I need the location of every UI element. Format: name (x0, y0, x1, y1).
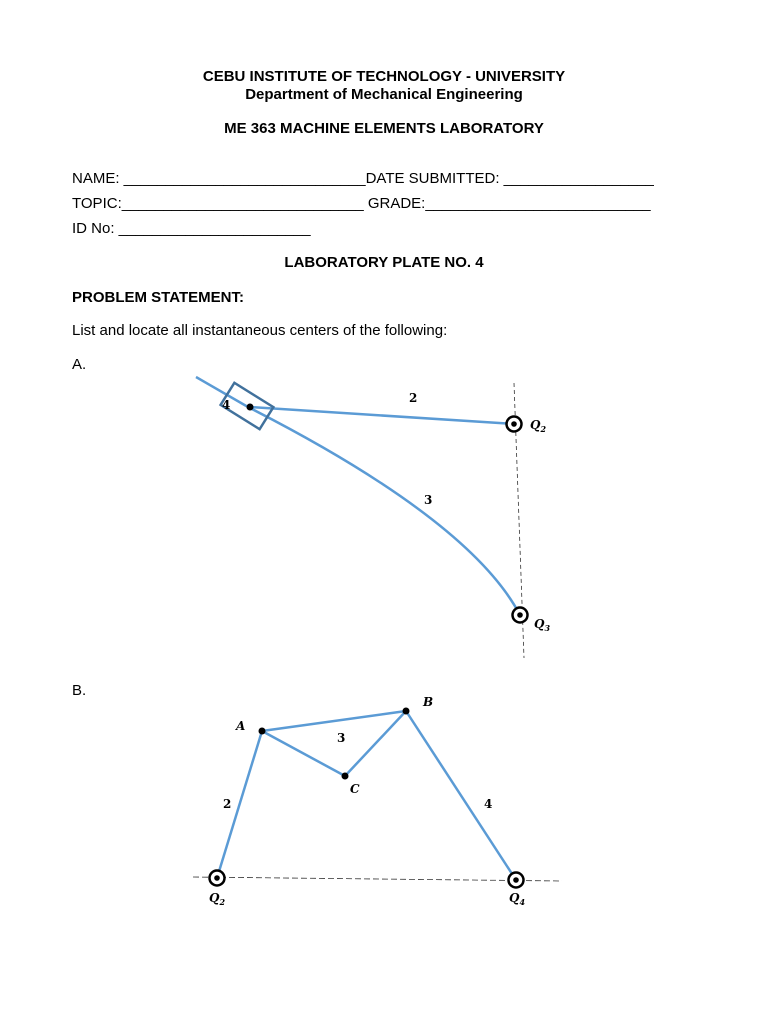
figure-b-point-c-label: C (350, 782, 360, 796)
figure-b-label: B. (72, 682, 87, 699)
figure-b-point-b-label: B (423, 695, 434, 709)
figure-a-link-2 (250, 407, 514, 424)
department-name: Department of Mechanical Engineering (245, 86, 523, 103)
figure-b-mechanism (193, 695, 562, 907)
figure-b-link-3-cb (345, 711, 406, 776)
topic-grade-field-line: TOPIC:_____________________________ GRADE:___________________________ (72, 195, 651, 212)
figure-b-ground-line (193, 877, 562, 881)
figure-b-point-a-label: A (236, 719, 246, 733)
figure-a-q3-label: $Q_3$ (534, 617, 551, 633)
figure-b-link-3-label: 3 (337, 731, 346, 745)
name-date-field-line: NAME: _____________________________DATE SUBMITTED: __________________ (72, 170, 654, 187)
figure-a-link-3-curve (196, 377, 520, 615)
instruction-text: List and locate all instantaneous centers of the following: (72, 322, 448, 339)
institution-name: CEBU INSTITUTE OF TECHNOLOGY - UNIVERSITY (202, 68, 566, 85)
figure-a-mechanism (196, 377, 550, 658)
figure-b-link-4 (406, 711, 516, 880)
figure-b-joint-b (403, 708, 410, 715)
course-title: ME 363 MACHINE ELEMENTS LABORATORY (224, 120, 544, 137)
figure-b-link-2-label: 2 (223, 797, 232, 811)
figure-a-slider-pin (247, 404, 254, 411)
figure-a-label: A. (72, 356, 87, 373)
figure-b-link-4-label: 4 (484, 797, 493, 811)
figure-b-q2-label: $Q_2$ (209, 891, 226, 907)
figure-b-link-3-ab (262, 711, 406, 731)
figure-a-link-4-label: 4 (222, 398, 231, 412)
figure-a-q2-label: $Q_2$ (530, 418, 547, 434)
figure-b-joint-a (259, 728, 266, 735)
figure-a-link-2-label: 2 (409, 391, 418, 405)
problem-heading: PROBLEM STATEMENT: (72, 289, 244, 306)
figure-b-joint-c (342, 773, 349, 780)
id-field-line: ID No: _______________________ (72, 220, 311, 237)
figure-a-link-3-label: 3 (424, 493, 433, 507)
figure-b-q4-label: $Q_4$ (509, 891, 526, 907)
plate-title: LABORATORY PLATE NO. 4 (284, 254, 484, 271)
figure-b-link-3-ac (262, 731, 345, 776)
